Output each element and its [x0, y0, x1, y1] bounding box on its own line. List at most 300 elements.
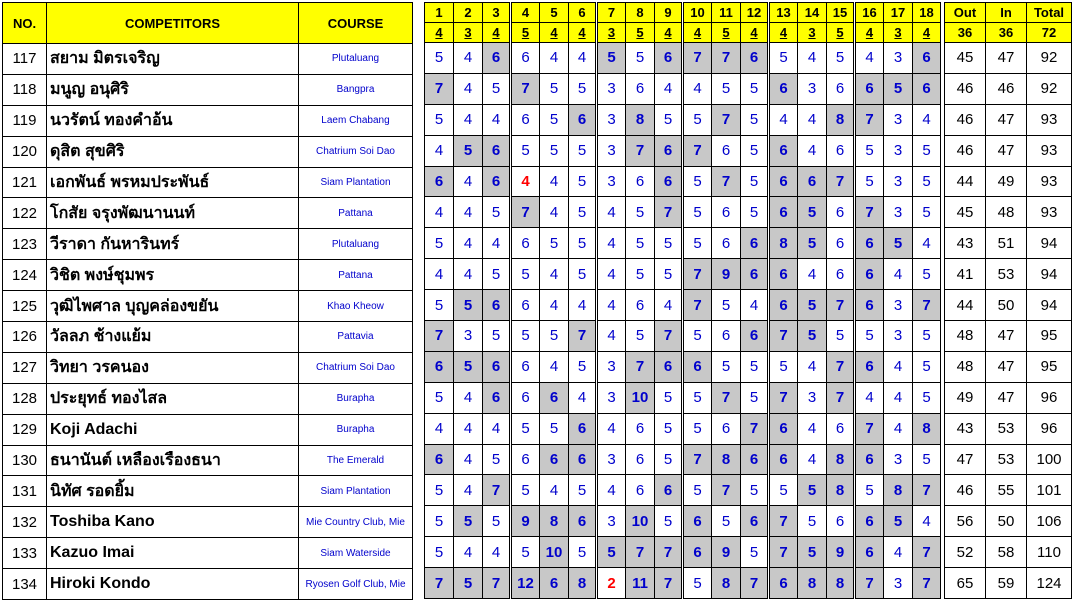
hole-score: 6: [626, 290, 655, 321]
competitor-number: 121: [3, 167, 47, 198]
hole-score: 6: [511, 382, 540, 413]
hole-par: 4: [655, 23, 683, 43]
hole-score: 5: [655, 259, 683, 290]
hole-score: 5: [827, 321, 855, 352]
hole-par: 5: [827, 23, 855, 43]
hole-score: 5: [741, 382, 769, 413]
hole-score: 6: [741, 228, 769, 259]
hole-number: 12: [741, 3, 769, 23]
hole-score: 5: [569, 351, 597, 382]
score-out: 45: [945, 197, 986, 228]
hole-score: 5: [540, 135, 569, 166]
hole-score: 8: [913, 413, 941, 444]
competitor-number: 122: [3, 198, 47, 229]
competitor-course: Pattana: [299, 198, 413, 229]
hole-score: 5: [655, 228, 683, 259]
hole-score: 8: [884, 475, 913, 506]
par-in: 36: [986, 23, 1027, 43]
hole-score: 6: [712, 135, 741, 166]
competitor-row: [3, 74, 413, 105]
competitor-table: [2, 2, 413, 600]
hole-score: 4: [540, 197, 569, 228]
hole-score: 5: [569, 135, 597, 166]
competitor-name: ธนานันต์ เหลืองเรืองธนา: [47, 445, 299, 476]
hole-score: 5: [655, 382, 683, 413]
hole-number: 15: [827, 3, 855, 23]
hole-score: 5: [425, 228, 454, 259]
hole-score: 6: [769, 73, 798, 104]
totals-row: [945, 321, 1072, 352]
hole-score: 7: [683, 259, 712, 290]
score-row: [425, 228, 941, 259]
hole-score: 4: [454, 382, 483, 413]
hole-score: 7: [511, 73, 540, 104]
competitor-course: Plutaluang: [299, 229, 413, 260]
hole-score: 6: [855, 444, 884, 475]
hole-score: 4: [798, 444, 827, 475]
score-in: 49: [986, 166, 1027, 197]
hole-score: 4: [540, 43, 569, 74]
score-row: [425, 104, 941, 135]
hole-score: 6: [655, 166, 683, 197]
hole-score: 5: [540, 413, 569, 444]
hole-score: 6: [540, 444, 569, 475]
hole-score: 7: [913, 475, 941, 506]
competitor-name: โกสัย จรุงพัฒนานนท์: [47, 198, 299, 229]
hole-number: 14: [798, 3, 827, 23]
score-out: 43: [945, 228, 986, 259]
hole-score: 3: [884, 321, 913, 352]
hole-score: 3: [597, 73, 626, 104]
hole-score: 3: [597, 444, 626, 475]
score-in: 53: [986, 259, 1027, 290]
hole-score: 9: [712, 259, 741, 290]
hole-score: 6: [511, 228, 540, 259]
hole-score: 6: [626, 166, 655, 197]
competitor-number: 118: [3, 74, 47, 105]
hole-number: 5: [540, 3, 569, 23]
score-out: 44: [945, 166, 986, 197]
hole-score: 6: [683, 537, 712, 568]
hole-score: 5: [483, 197, 511, 228]
hole-score: 6: [712, 321, 741, 352]
hole-score: 6: [683, 506, 712, 537]
competitor-course: Ryosen Golf Club, Mie: [299, 569, 413, 600]
score-total: 94: [1027, 259, 1072, 290]
competitor-row: [3, 291, 413, 322]
hole-score: 7: [655, 197, 683, 228]
competitor-number: 124: [3, 260, 47, 291]
hole-score: 6: [626, 475, 655, 506]
hole-score: 6: [769, 197, 798, 228]
hole-score: 6: [511, 351, 540, 382]
hole-score: 4: [511, 166, 540, 197]
hole-score: 6: [741, 259, 769, 290]
hole-score: 4: [655, 73, 683, 104]
totals-row: [945, 135, 1072, 166]
hole-score: 5: [798, 321, 827, 352]
hole-score: 10: [626, 382, 655, 413]
hole-score: 5: [540, 104, 569, 135]
hole-score: 6: [769, 568, 798, 599]
hole-score: 6: [655, 351, 683, 382]
hole-score: 4: [483, 104, 511, 135]
competitor-name: มนูญ อนุศิริ: [47, 74, 299, 105]
hole-score: 6: [769, 135, 798, 166]
header-out: Out: [945, 3, 986, 23]
hole-score: 3: [597, 382, 626, 413]
hole-score: 5: [741, 537, 769, 568]
hole-score: 5: [569, 166, 597, 197]
hole-score: 6: [483, 382, 511, 413]
hole-score: 6: [655, 43, 683, 74]
score-out: 44: [945, 290, 986, 321]
hole-score: 5: [483, 506, 511, 537]
hole-score: 5: [741, 166, 769, 197]
hole-score: 6: [540, 568, 569, 599]
hole-score: 4: [798, 413, 827, 444]
hole-score: 5: [569, 228, 597, 259]
competitor-name: ประยุทธ์ ทองไสล: [47, 383, 299, 414]
hole-score: 6: [913, 43, 941, 74]
hole-score: 7: [425, 568, 454, 599]
hole-score: 6: [855, 537, 884, 568]
hole-score: 4: [540, 351, 569, 382]
hole-score: 6: [712, 413, 741, 444]
hole-score: 5: [913, 382, 941, 413]
hole-score: 5: [511, 537, 540, 568]
hole-score: 8: [626, 104, 655, 135]
totals-row: [945, 506, 1072, 537]
hole-score: 5: [425, 290, 454, 321]
hole-score: 5: [655, 413, 683, 444]
competitor-row: [3, 507, 413, 538]
hole-score: 5: [683, 166, 712, 197]
hole-score: 4: [454, 537, 483, 568]
hole-score: 8: [540, 506, 569, 537]
competitor-name: Hiroki Kondo: [47, 569, 299, 600]
score-out: 46: [945, 73, 986, 104]
hole-score: 4: [454, 413, 483, 444]
hole-score: 4: [569, 382, 597, 413]
hole-score: 5: [769, 351, 798, 382]
score-row: [425, 568, 941, 599]
hole-score: 7: [913, 290, 941, 321]
hole-score: 6: [626, 413, 655, 444]
hole-score: 6: [425, 444, 454, 475]
hole-number: 17: [884, 3, 913, 23]
hole-score: 7: [855, 568, 884, 599]
competitor-course: Plutaluang: [299, 44, 413, 75]
competitor-number: 123: [3, 229, 47, 260]
competitor-course: Siam Waterside: [299, 538, 413, 569]
competitor-number: 119: [3, 105, 47, 136]
hole-score: 4: [913, 506, 941, 537]
hole-score: 5: [626, 321, 655, 352]
score-out: 41: [945, 259, 986, 290]
hole-score: 6: [769, 444, 798, 475]
hole-score: 6: [569, 413, 597, 444]
score-row: [425, 290, 941, 321]
competitor-name: Toshiba Kano: [47, 507, 299, 538]
hole-score: 6: [913, 73, 941, 104]
hole-score: 7: [712, 43, 741, 74]
hole-score: 7: [683, 43, 712, 74]
hole-score: 5: [511, 135, 540, 166]
hole-score: 4: [597, 475, 626, 506]
hole-score: 5: [626, 228, 655, 259]
hole-score: 5: [483, 259, 511, 290]
hole-score: 4: [597, 228, 626, 259]
hole-score: 5: [798, 506, 827, 537]
header-competitors: COMPETITORS: [47, 3, 299, 44]
hole-score: 2: [597, 568, 626, 599]
hole-score: 6: [827, 228, 855, 259]
hole-score: 4: [597, 197, 626, 228]
hole-score: 5: [741, 104, 769, 135]
hole-score: 4: [884, 413, 913, 444]
hole-score: 6: [769, 259, 798, 290]
hole-score: 4: [540, 259, 569, 290]
score-out: 65: [945, 568, 986, 599]
score-out: 48: [945, 321, 986, 352]
score-total: 101: [1027, 475, 1072, 506]
competitor-name: วิทยา วรคนอง: [47, 352, 299, 383]
hole-score: 5: [683, 382, 712, 413]
hole-score: 4: [540, 290, 569, 321]
hole-score: 5: [425, 43, 454, 74]
competitor-number: 129: [3, 414, 47, 445]
competitor-course: Burapha: [299, 383, 413, 414]
hole-score: 6: [769, 290, 798, 321]
hole-score: 5: [483, 444, 511, 475]
hole-par-row: [425, 23, 941, 43]
hole-score: 5: [454, 568, 483, 599]
hole-score: 6: [741, 506, 769, 537]
hole-number: 6: [569, 3, 597, 23]
totals-row: [945, 228, 1072, 259]
hole-score: 4: [425, 197, 454, 228]
score-row: [425, 73, 941, 104]
hole-score: 5: [798, 290, 827, 321]
hole-score: 6: [769, 166, 798, 197]
hole-score: 5: [855, 475, 884, 506]
score-total: 124: [1027, 568, 1072, 599]
hole-score: 10: [540, 537, 569, 568]
hole-score: 5: [712, 506, 741, 537]
score-in: 50: [986, 290, 1027, 321]
score-row: [425, 135, 941, 166]
score-total: 96: [1027, 382, 1072, 413]
competitor-row: [3, 167, 413, 198]
header-course: COURSE: [299, 3, 413, 44]
score-out: 52: [945, 537, 986, 568]
hole-score: 6: [483, 43, 511, 74]
totals-row: [945, 43, 1072, 74]
hole-score: 4: [884, 259, 913, 290]
hole-score: 6: [741, 43, 769, 74]
hole-score: 4: [855, 43, 884, 74]
hole-score: 5: [827, 43, 855, 74]
hole-score: 5: [483, 73, 511, 104]
hole-score: 4: [454, 475, 483, 506]
hole-score: 7: [655, 537, 683, 568]
score-in: 47: [986, 104, 1027, 135]
header-total: Total: [1027, 3, 1072, 23]
hole-number: 4: [511, 3, 540, 23]
score-in: 48: [986, 197, 1027, 228]
totals-row: [945, 413, 1072, 444]
competitor-number: 117: [3, 44, 47, 75]
hole-score: 5: [741, 135, 769, 166]
score-total: 93: [1027, 166, 1072, 197]
hole-score: 3: [798, 382, 827, 413]
hole-score: 4: [483, 228, 511, 259]
score-row: [425, 413, 941, 444]
hole-score: 7: [511, 197, 540, 228]
hole-score: 4: [655, 290, 683, 321]
competitor-course: Pattana: [299, 260, 413, 291]
score-row: [425, 506, 941, 537]
score-total: 106: [1027, 506, 1072, 537]
hole-score: 5: [683, 321, 712, 352]
hole-score: 5: [683, 413, 712, 444]
score-in: 47: [986, 382, 1027, 413]
hole-score: 4: [454, 197, 483, 228]
hole-score: 5: [855, 135, 884, 166]
hole-score: 9: [827, 537, 855, 568]
hole-score: 4: [798, 135, 827, 166]
score-out: 46: [945, 104, 986, 135]
competitor-row: [3, 229, 413, 260]
competitor-course: Burapha: [299, 414, 413, 445]
hole-score: 5: [655, 506, 683, 537]
hole-score: 5: [483, 321, 511, 352]
score-in: 50: [986, 506, 1027, 537]
hole-par: 4: [569, 23, 597, 43]
header-no: NO.: [3, 3, 47, 44]
score-row: [425, 259, 941, 290]
hole-score: 5: [454, 506, 483, 537]
hole-score: 6: [855, 259, 884, 290]
totals-row: [945, 197, 1072, 228]
totals-row: [945, 351, 1072, 382]
hole-score: 6: [827, 413, 855, 444]
hole-par: 4: [769, 23, 798, 43]
hole-score: 8: [827, 444, 855, 475]
hole-score: 5: [626, 197, 655, 228]
hole-score: 6: [712, 228, 741, 259]
hole-score: 6: [855, 351, 884, 382]
hole-score: 5: [597, 537, 626, 568]
hole-score: 7: [827, 290, 855, 321]
competitor-row: [3, 198, 413, 229]
hole-score: 3: [597, 506, 626, 537]
hole-score: 4: [454, 43, 483, 74]
hole-score: 4: [425, 135, 454, 166]
hole-par: 5: [712, 23, 741, 43]
score-row: [425, 351, 941, 382]
hole-score: 5: [913, 351, 941, 382]
hole-score: 5: [855, 166, 884, 197]
competitor-row: [3, 383, 413, 414]
hole-score: 4: [798, 259, 827, 290]
hole-score: 3: [454, 321, 483, 352]
hole-score: 5: [655, 104, 683, 135]
hole-score: 3: [597, 135, 626, 166]
hole-number: 1: [425, 3, 454, 23]
hole-number-row: [425, 3, 941, 23]
competitor-number: 128: [3, 383, 47, 414]
competitor-number: 127: [3, 352, 47, 383]
hole-score: 5: [913, 166, 941, 197]
score-in: 58: [986, 537, 1027, 568]
hole-number: 18: [913, 3, 941, 23]
hole-score: 12: [511, 568, 540, 599]
hole-score: 3: [597, 166, 626, 197]
hole-score: 6: [569, 444, 597, 475]
totals-row: [945, 104, 1072, 135]
hole-score: 3: [884, 197, 913, 228]
score-out: 45: [945, 43, 986, 74]
hole-score: 7: [827, 382, 855, 413]
hole-score: 6: [540, 382, 569, 413]
hole-score: 3: [884, 104, 913, 135]
hole-score: 7: [425, 321, 454, 352]
hole-score: 4: [425, 259, 454, 290]
hole-number: 9: [655, 3, 683, 23]
totals-row: [945, 568, 1072, 599]
score-total: 94: [1027, 228, 1072, 259]
hole-number: 11: [712, 3, 741, 23]
competitor-name: วีราดา กันหารินทร์: [47, 229, 299, 260]
hole-score: 7: [769, 506, 798, 537]
hole-number: 16: [855, 3, 884, 23]
hole-score: 6: [741, 444, 769, 475]
hole-par: 4: [425, 23, 454, 43]
competitor-name: Kazuo Imai: [47, 538, 299, 569]
hole-score: 4: [483, 537, 511, 568]
hole-score: 6: [827, 197, 855, 228]
hole-score: 7: [855, 413, 884, 444]
hole-score: 5: [569, 197, 597, 228]
competitor-course: Khao Kheow: [299, 291, 413, 322]
hole-score: 6: [483, 166, 511, 197]
hole-score: 5: [511, 475, 540, 506]
hole-score: 6: [855, 228, 884, 259]
competitor-number: 120: [3, 136, 47, 167]
hole-number: 10: [683, 3, 712, 23]
hole-score: 3: [884, 290, 913, 321]
hole-score: 10: [626, 506, 655, 537]
hole-score: 6: [425, 351, 454, 382]
hole-score: 5: [741, 351, 769, 382]
hole-score: 4: [454, 444, 483, 475]
score-total: 100: [1027, 444, 1072, 475]
hole-score: 5: [769, 43, 798, 74]
hole-score: 5: [913, 197, 941, 228]
hole-number: 13: [769, 3, 798, 23]
competitor-row: [3, 136, 413, 167]
score-total: 92: [1027, 73, 1072, 104]
competitor-name: สยาม มิตรเจริญ: [47, 44, 299, 75]
hole-score: 8: [712, 444, 741, 475]
competitor-course: Mie Country Club, Mie: [299, 507, 413, 538]
totals-row: [945, 290, 1072, 321]
hole-score: 5: [540, 73, 569, 104]
hole-score: 5: [626, 43, 655, 74]
hole-score: 5: [454, 351, 483, 382]
